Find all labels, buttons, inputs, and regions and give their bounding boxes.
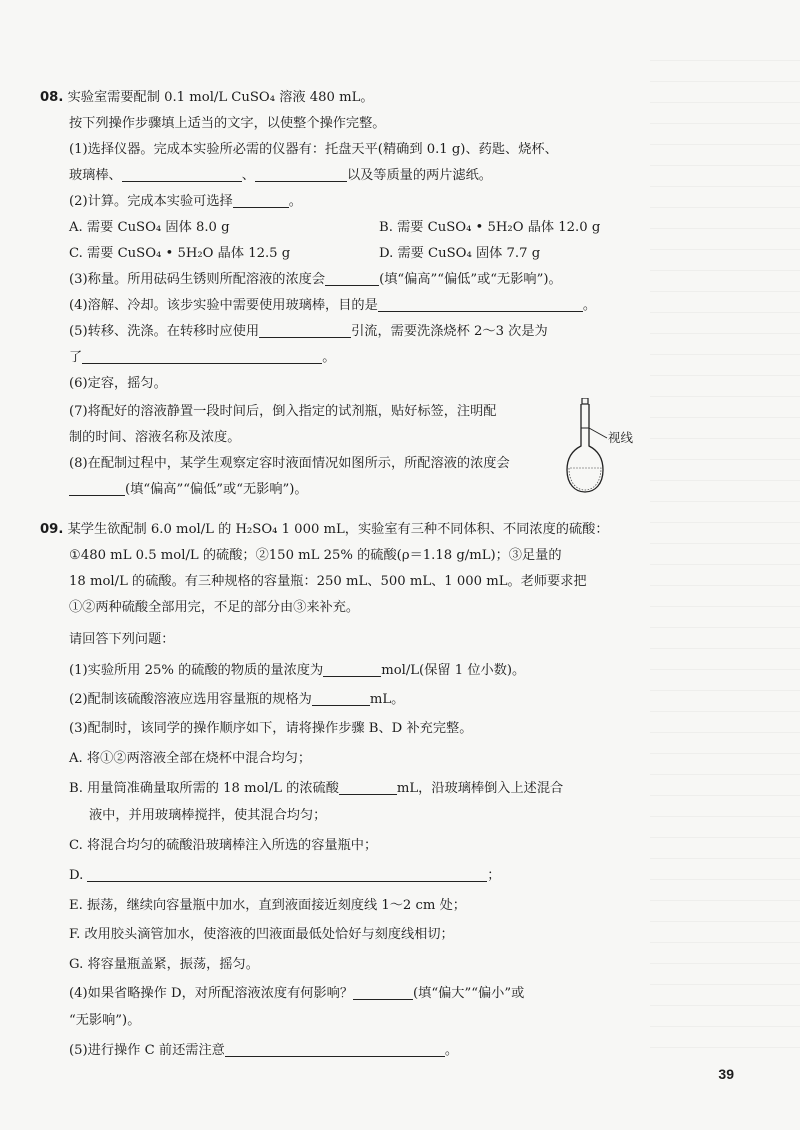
q08-step1-line2 (69, 167, 492, 185)
q09-sub5-text: (5)进行操作 C 前还需注意 (69, 1043, 225, 1058)
q08-step5-line1 (69, 323, 548, 341)
flask-liquid (569, 468, 601, 490)
q09-line2: ①480 mL 0.5 mol/L 的硫酸；②150 mL 25% 的硫酸(ρ＝1.18 g/mL)；③足量的 (69, 548, 562, 563)
q09-step-g: G. 将容量瓶盖紧，振荡，摇匀。 (69, 957, 259, 972)
line-of-sight (589, 428, 607, 438)
q08-step8-line2 (69, 481, 308, 499)
q08-step7-line2: 制的时间、溶液名称及浓度。 (69, 430, 241, 445)
q08-step3-hint: (填“偏高”“偏低”或“无影响”)。 (379, 272, 562, 287)
q08-step5-line2 (69, 349, 335, 367)
q09-line3: 18 mol/L 的硫酸。有三种规格的容量瓶：250 mL、500 mL、1 000 mL。老师要求把 (69, 574, 587, 589)
q08-step1-line1: (1)选择仪器。完成本实验所必需的仪器有：托盘天平(精确到 0.1 g)、药匙、烧杯、 (69, 142, 558, 157)
q09-step-f: F. 改用胶头滴管加水，使溶液的凹液面最低处恰好与刻度线相切； (69, 927, 454, 942)
q08-step8-hint: (填“偏高”“偏低”或“无影响”)。 (125, 482, 308, 497)
q09-number: 09. (40, 522, 64, 537)
q09-sub2 (69, 691, 404, 709)
scan-margin-texture (650, 60, 800, 1060)
q08-step3-text: (3)称量。所用砝码生锈则所配溶液的浓度会 (69, 272, 326, 287)
q09-sub3: (3)配制时，该同学的操作顺序如下，请将操作步骤 B、D 补充完整。 (69, 721, 473, 736)
q08-step5-text-b: 引流，需要洗涤烧杯 2～3 次是为 (351, 324, 548, 339)
q08-step1-text-c: 以及等质量的两片滤纸。 (346, 168, 492, 183)
q08-step5-text-c: 了 (69, 350, 83, 365)
q09-step-a: A. 将①②两溶液全部在烧杯中混合均匀； (69, 751, 312, 766)
answer-blank-step8[interactable] (69, 481, 125, 496)
q08-step1-text-a: 玻璃棒、 (69, 168, 122, 183)
answer-blank-step-b[interactable] (339, 780, 397, 795)
flask-outline (567, 404, 603, 492)
q09-sub4-line1 (69, 985, 524, 1003)
q08-number: 08. (40, 90, 64, 105)
answer-blank-instrument-2[interactable] (255, 167, 347, 182)
answer-blank-q09-2[interactable] (312, 691, 370, 706)
q08-step2-end: 。 (288, 194, 302, 209)
q08-step8-line1: (8)在配制过程中，某学生观察定容时液面情况如图所示，所配溶液的浓度会 (69, 456, 510, 471)
q09-sub5-end: 。 (444, 1043, 459, 1058)
q08-step3 (69, 271, 562, 289)
q09-step-b-text: B. 用量筒准确量取所需的 18 mol/L 的浓硫酸 (69, 781, 339, 796)
q09-sub1-unit: mol/L(保留 1 位小数)。 (381, 663, 526, 678)
q09-sub2-text: (2)配制该硫酸溶液应选用容量瓶的规格为 (69, 692, 312, 707)
q09-sub5 (69, 1042, 458, 1060)
answer-blank-instrument-1[interactable] (122, 167, 242, 182)
q08-step4-text: (4)溶解、冷却。该步实验中需要使用玻璃棒，目的是 (69, 298, 378, 313)
q09-step-b-text-2: mL，沿玻璃棒倒入上述混合 (396, 781, 564, 796)
q09-sub4-text: (4)如果省略操作 D，对所配溶液浓度有何影响？ (69, 986, 354, 1001)
q08-step4-end: 。 (582, 298, 596, 313)
option-d: D. 需要 CuSO₄ 固体 7.7 g (379, 246, 541, 261)
q09-sub2-unit: mL。 (369, 692, 405, 707)
q08-step6: (6)定容，摇匀。 (69, 376, 167, 391)
q09-line4: ①②两种硫酸全部用完，不足的部分由③来补充。 (69, 600, 360, 615)
q09-step-c: C. 将混合均匀的硫酸沿玻璃棒注入所选的容量瓶中； (69, 838, 378, 853)
q08-title-line (40, 89, 374, 107)
q09-sub1-text: (1)实验所用 25% 的硫酸的物质的量浓度为 (69, 663, 324, 678)
page-number: 39 (718, 1066, 734, 1082)
q09-step-d-end: ； (487, 868, 501, 883)
q08-step2 (69, 193, 302, 211)
q09-sub1 (69, 662, 525, 680)
answer-blank-q09-5[interactable] (225, 1042, 445, 1057)
q09-prompt: 请回答下列问题： (69, 632, 175, 647)
q09-step-d (69, 867, 500, 885)
q09-step-e: E. 振荡，继续向容量瓶中加水，直到液面接近刻度线 1～2 cm 处； (69, 898, 466, 913)
answer-blank-step4[interactable] (378, 297, 583, 312)
answer-blank-step-d[interactable] (87, 867, 487, 882)
q09-step-d-label: D. (69, 868, 84, 883)
q08-title: 实验室需要配制 0.1 mol/L CuSO₄ 溶液 480 mL。 (67, 90, 374, 105)
q09-step-b-line2: 液中，并用玻璃棒搅拌，使其混合均匀； (89, 808, 327, 823)
flask-stopper (582, 398, 588, 404)
option-c: C. 需要 CuSO₄ • 5H₂O 晶体 12.5 g (69, 246, 291, 261)
answer-blank-step3[interactable] (325, 271, 379, 286)
option-a: A. 需要 CuSO₄ 固体 8.0 g (69, 220, 230, 235)
option-b: B. 需要 CuSO₄ • 5H₂O 晶体 12.0 g (379, 220, 601, 235)
volumetric-flask-figure (565, 398, 645, 498)
q09-sub4-hint: (填“偏大”“偏小”或 (413, 986, 525, 1001)
answer-blank-q09-1[interactable] (323, 662, 381, 677)
q08-step2-text: (2)计算。完成本实验可选择 (69, 194, 233, 209)
q09-text-1: 某学生欲配制 6.0 mol/L 的 H₂SO₄ 1 000 mL，实验室有三种不同体积、不同浓度的硫酸： (67, 522, 609, 537)
answer-blank-step2[interactable] (233, 193, 289, 208)
line-of-sight-label: 视线 (608, 430, 634, 445)
q08-step5-text-a: (5)转移、洗涤。在转移时应使用 (69, 324, 260, 339)
q08-step7-line1: (7)将配好的溶液静置一段时间后，倒入指定的试剂瓶，贴好标签，注明配 (69, 404, 497, 419)
answer-blank-step5-tool[interactable] (259, 323, 351, 338)
q09-line1 (40, 521, 609, 539)
q08-step1-text-b: 、 (241, 168, 255, 183)
answer-blank-step5-reason[interactable] (82, 349, 322, 364)
q09-sub4-line2: “无影响”)。 (69, 1013, 141, 1028)
q09-step-b-line1 (69, 780, 563, 798)
answer-blank-q09-4[interactable] (353, 985, 413, 1000)
q08-step4 (69, 297, 596, 315)
q08-intro: 按下列操作步骤填上适当的文字，以使整个操作完整。 (69, 116, 386, 131)
q08-step5-end: 。 (322, 350, 336, 365)
